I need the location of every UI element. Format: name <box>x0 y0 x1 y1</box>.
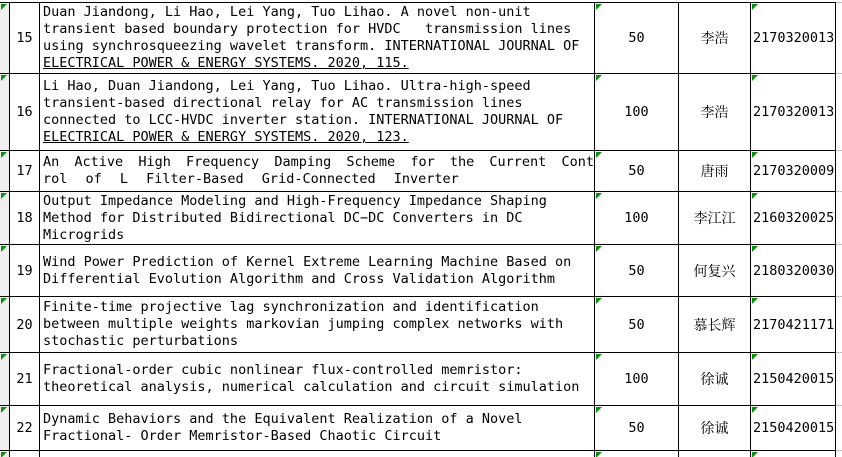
student-id: 2170320013 <box>753 104 835 120</box>
title-line: rol of L Filter-Based Grid-Connected Inverter <box>43 171 459 187</box>
title-line: theoretical analysis, numerical calculation and circuit simulation <box>43 379 580 395</box>
title-line: transient-based directional relay for AC transmission lines <box>43 95 523 111</box>
student-id-cell[interactable] <box>751 74 836 150</box>
student-id-cell[interactable] <box>751 297 836 352</box>
comment-triangle-icon <box>752 407 758 413</box>
title-line: connected to LCC-HVDC inverter station. INTERNATIONAL JOURNAL OF <box>43 112 564 128</box>
table-row <box>0 192 836 245</box>
comment-triangle-icon <box>596 152 602 158</box>
comment-triangle-icon <box>752 354 758 360</box>
row-number-cell[interactable] <box>10 353 40 405</box>
comment-triangle-icon <box>1 298 7 304</box>
score-value: 100 <box>624 371 649 387</box>
student-id: 2150420015 <box>753 420 835 436</box>
paper-title-cell[interactable] <box>40 3 595 73</box>
student-name: 何复兴 <box>693 263 736 280</box>
score-value: 100 <box>624 210 649 226</box>
comment-triangle-icon <box>596 193 602 199</box>
comment-triangle-icon <box>596 246 602 252</box>
row-number: 17 <box>16 163 33 179</box>
gutter-cell[interactable] <box>0 406 10 450</box>
title-line: An Active High Frequency Damping Scheme for the Current Cont <box>43 154 594 170</box>
title-line: transient based boundary protection for HVDC transmission lines <box>43 21 572 37</box>
title-line: Wind Power Prediction of Kernel Extreme Learning Machine Based on <box>43 253 572 270</box>
gutter-cell[interactable] <box>0 192 10 244</box>
table-row <box>0 353 836 406</box>
student-id: 2150420015 <box>753 371 835 387</box>
score-value: 50 <box>628 420 645 436</box>
row-number: 19 <box>16 262 33 279</box>
student-id-cell[interactable] <box>751 192 836 244</box>
table-row <box>0 406 836 451</box>
score-value: 100 <box>624 104 649 120</box>
student-id: 2180320030 <box>753 262 835 279</box>
comment-triangle-icon <box>752 452 758 457</box>
gutter-cell[interactable] <box>0 3 10 73</box>
title-line: Finite-time projective lag synchronization and identification <box>43 299 539 315</box>
table-row <box>0 3 836 74</box>
gutter-cell[interactable] <box>0 151 10 191</box>
student-name-cell[interactable] <box>679 245 751 296</box>
row-number: 22 <box>16 420 33 436</box>
score-cell[interactable] <box>595 297 679 352</box>
comment-triangle-icon <box>752 152 758 158</box>
student-id: 2170320013 <box>753 30 835 46</box>
student-id-cell[interactable] <box>751 245 836 296</box>
student-id: 2170421171 <box>753 316 835 333</box>
title-line: Output Impedance Modeling and High-Frequency Impedance Shaping <box>43 192 547 209</box>
comment-triangle-icon <box>752 75 758 81</box>
gutter-cell[interactable] <box>0 451 10 457</box>
student-name: 徐诚 <box>700 372 729 388</box>
row-number-cell[interactable] <box>10 451 40 457</box>
comment-triangle-icon <box>1 407 7 413</box>
student-id-cell[interactable] <box>751 151 836 191</box>
row-number-cell[interactable] <box>10 297 40 352</box>
student-id: 2170320009 <box>753 163 835 179</box>
title-line: Dynamic Behaviors and the Equivalent Realization of a Novel <box>43 411 523 427</box>
paper-title-cell[interactable] <box>40 353 595 405</box>
table-row <box>0 297 836 353</box>
row-number-cell[interactable] <box>10 192 40 244</box>
comment-triangle-icon <box>1 75 7 81</box>
student-id-cell[interactable] <box>751 3 836 73</box>
score-cell[interactable] <box>595 353 679 405</box>
table-row <box>0 151 836 192</box>
comment-triangle-icon <box>1 246 7 252</box>
gutter-cell[interactable] <box>0 297 10 352</box>
score-cell[interactable] <box>595 245 679 296</box>
row-number-cell[interactable] <box>10 74 40 150</box>
score-cell[interactable] <box>595 192 679 244</box>
comment-triangle-icon <box>1 452 7 457</box>
comment-triangle-icon <box>596 4 602 10</box>
paper-title-cell[interactable] <box>40 406 595 450</box>
title-line: Differential Evolution Algorithm and Cross Validation Algorithm <box>43 270 556 287</box>
score-cell[interactable] <box>595 3 679 73</box>
title-line: Fractional-order cubic nonlinear flux-controlled memristor: <box>43 362 523 378</box>
title-line: Method for Distributed Bidirectional DC−DC Converters in DC <box>43 209 523 226</box>
student-name-cell[interactable] <box>679 451 751 457</box>
title-line: between multiple weights markovian jumping complex networks with <box>43 316 564 332</box>
score-value: 50 <box>628 30 645 46</box>
paper-title-cell[interactable] <box>40 297 595 352</box>
gutter-cell[interactable] <box>0 353 10 405</box>
row-number: 15 <box>16 30 33 46</box>
comment-triangle-icon <box>1 354 7 360</box>
table-row <box>0 245 836 297</box>
student-id-cell[interactable] <box>751 406 836 450</box>
comment-triangle-icon <box>1 152 7 158</box>
student-name: 唐雨 <box>700 164 729 180</box>
student-id: 2160320025 <box>753 210 835 226</box>
student-name-cell[interactable] <box>679 74 751 150</box>
student-name-cell[interactable] <box>679 297 751 352</box>
student-name-cell[interactable] <box>679 353 751 405</box>
score-cell[interactable] <box>595 451 679 457</box>
row-number: 20 <box>16 316 33 333</box>
row-number: 16 <box>16 104 33 120</box>
row-number: 18 <box>16 210 33 226</box>
comment-triangle-icon <box>596 407 602 413</box>
paper-title-cell[interactable] <box>40 451 595 457</box>
student-name: 徐诚 <box>700 421 729 437</box>
title-line: ELECTRICAL POWER & ENERGY SYSTEMS. 2020, 115. <box>43 55 409 71</box>
gutter-cell[interactable] <box>0 245 10 296</box>
spreadsheet-table <box>0 2 836 457</box>
comment-triangle-icon <box>1 4 7 10</box>
student-id-cell[interactable] <box>751 353 836 405</box>
student-name: 慕长辉 <box>693 317 736 334</box>
comment-triangle-icon <box>752 193 758 199</box>
student-name-cell[interactable] <box>679 406 751 450</box>
student-name: 李浩 <box>700 31 729 47</box>
title-line: Microgrids <box>43 226 125 243</box>
student-name: 李江江 <box>693 211 736 227</box>
student-name: 李浩 <box>700 105 729 121</box>
student-id-cell[interactable] <box>751 451 836 457</box>
title-line: Duan Jiandong, Li Hao, Lei Yang, Tuo Lihao. A novel non-unit <box>43 4 531 20</box>
table-row <box>0 74 836 151</box>
title-line: stochastic perturbations <box>43 333 239 349</box>
score-value: 50 <box>628 163 645 179</box>
row-number: 21 <box>16 371 33 387</box>
title-line: Li Hao, Duan Jiandong, Lei Yang, Tuo Lihao. Ultra-high-speed <box>43 78 531 94</box>
gutter-cell[interactable] <box>0 74 10 150</box>
student-name-cell[interactable] <box>679 3 751 73</box>
table-row <box>0 451 836 457</box>
comment-triangle-icon <box>752 246 758 252</box>
comment-triangle-icon <box>596 298 602 304</box>
score-value: 50 <box>628 262 645 279</box>
paper-title-cell[interactable] <box>40 74 595 150</box>
score-cell[interactable] <box>595 74 679 150</box>
title-line: ELECTRICAL POWER & ENERGY SYSTEMS. 2020, 123. <box>43 129 409 145</box>
title-line: Fractional- Order Memristor-Based Chaotic Circuit <box>43 428 442 444</box>
paper-title-cell[interactable] <box>40 151 595 191</box>
row-number-cell[interactable] <box>10 151 40 191</box>
score-cell[interactable] <box>595 406 679 450</box>
student-name-cell[interactable] <box>679 151 751 191</box>
score-value: 50 <box>628 316 645 333</box>
comment-triangle-icon <box>752 4 758 10</box>
paper-title-cell[interactable] <box>40 192 595 244</box>
title-line: using synchrosqueezing wavelet transform. INTERNATIONAL JOURNAL OF <box>43 38 580 54</box>
row-number-cell[interactable] <box>10 3 40 73</box>
comment-triangle-icon <box>596 354 602 360</box>
comment-triangle-icon <box>596 452 602 457</box>
right-gutter <box>836 2 842 457</box>
comment-triangle-icon <box>752 298 758 304</box>
row-number-cell[interactable] <box>10 406 40 450</box>
score-cell[interactable] <box>595 151 679 191</box>
comment-triangle-icon <box>596 75 602 81</box>
paper-title-cell[interactable] <box>40 245 595 296</box>
comment-triangle-icon <box>1 193 7 199</box>
student-name-cell[interactable] <box>679 192 751 244</box>
row-number-cell[interactable] <box>10 245 40 296</box>
